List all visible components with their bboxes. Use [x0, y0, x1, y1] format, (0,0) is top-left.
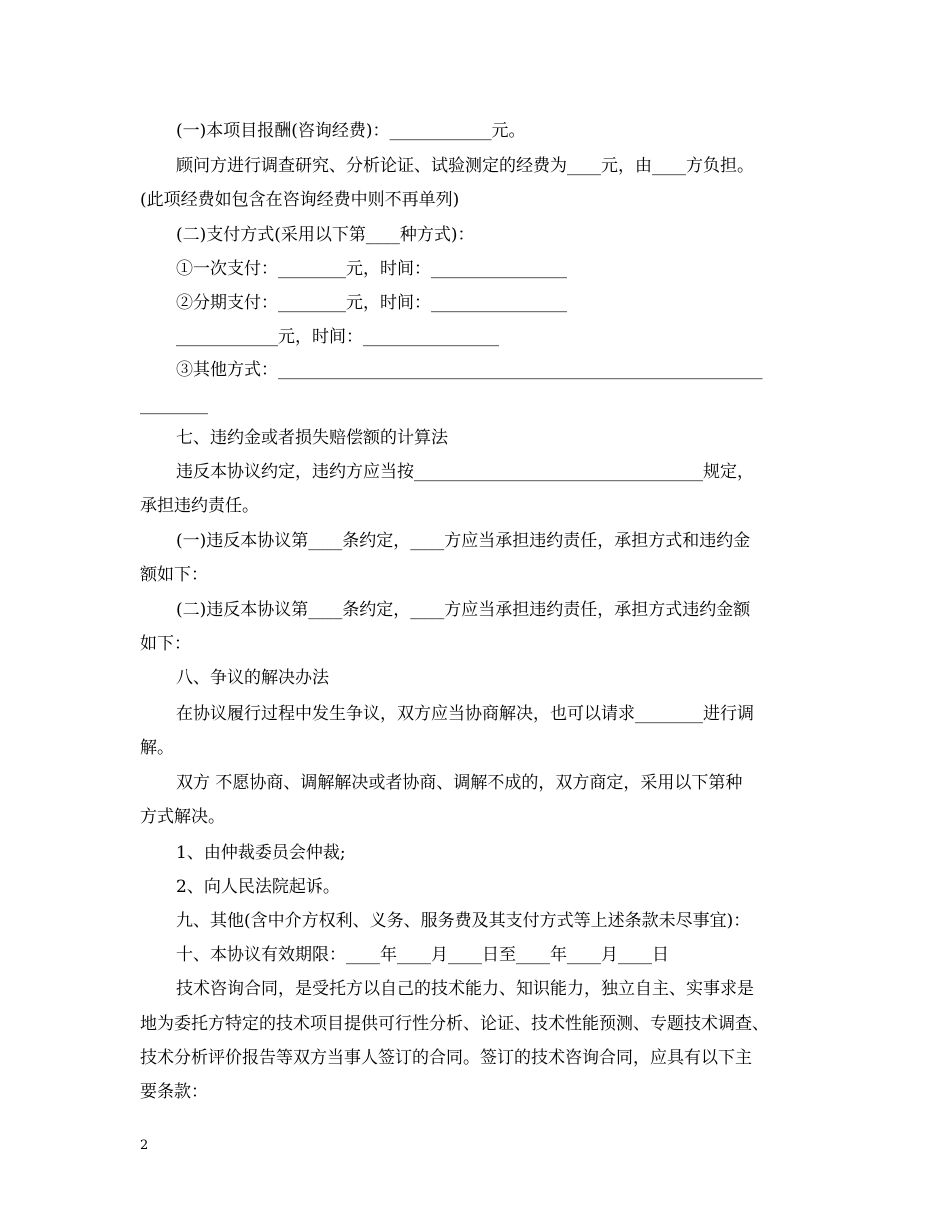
text-line: 如下：	[140, 634, 191, 654]
text-line: (一)违反本协议第____条约定，____方应当承担违约责任，承担方式和违约金	[176, 531, 751, 551]
section-heading: 十、本协议有效期限：____年____月____日至____年____月____日	[176, 945, 669, 965]
text-line: 双方 不愿协商、调解解决或者协商、调解不成的，双方商定，采用以下第种	[176, 773, 743, 793]
text-line: (二)违反本协议第____条约定，____方应当承担违约责任，承担方式违约金额	[176, 600, 751, 620]
section-heading: 八、争议的解决办法	[176, 668, 329, 688]
text-line: 违反本协议约定，违约方应当按__________________________________规定，	[176, 462, 754, 482]
text-line: (一)本项目报酬(咨询经费)：____________元。	[176, 121, 526, 141]
text-line: 解。	[140, 738, 174, 758]
section-heading: 七、违约金或者损失赔偿额的计算法	[176, 428, 448, 448]
text-line: 顾问方进行调查研究、分析论证、试验测定的经费为____元，由____方负担。	[176, 156, 754, 176]
text-line: 要条款：	[140, 1082, 208, 1102]
text-line: 1、由仲裁委员会仲裁;	[176, 843, 346, 863]
text-line: 地为委托方特定的技术项目提供可行性分析、论证、技术性能预测、专题技术调查、	[140, 1014, 769, 1034]
text-line: 2、向人民法院起诉。	[176, 877, 340, 897]
text-line: 方式解决。	[140, 807, 225, 827]
text-line: (二)支付方式(采用以下第____种方式)：	[176, 225, 475, 245]
text-line: 在协议履行过程中发生争议，双方应当协商解决，也可以请求________进行调	[176, 704, 754, 724]
page-number: 2	[140, 1138, 149, 1153]
text-line: 额如下：	[140, 565, 208, 585]
text-line: 技术咨询合同，是受托方以自己的技术能力、知识能力，独立自主、实事求是	[176, 979, 754, 999]
text-line: 技术分析评价报告等双方当事人签订的合同。签订的技术咨询合同，应具有以下主	[140, 1048, 752, 1068]
text-line: ②分期支付：________元，时间：________________	[176, 293, 567, 313]
text-line: ①一次支付：________元，时间：________________	[176, 259, 567, 279]
text-line: ③其他方式：_________________________________________________________	[176, 360, 763, 380]
text-line: ____________元，时间：________________	[176, 327, 499, 347]
text-line: 承担违约责任。	[140, 496, 259, 516]
text-line: ________	[140, 395, 208, 415]
text-line: (此项经费如包含在咨询经费中则不再单列)	[140, 190, 460, 210]
section-heading: 九、其他(含中介方权利、义务、服务费及其支付方式等上述条款未尽事宜)：	[176, 911, 751, 931]
